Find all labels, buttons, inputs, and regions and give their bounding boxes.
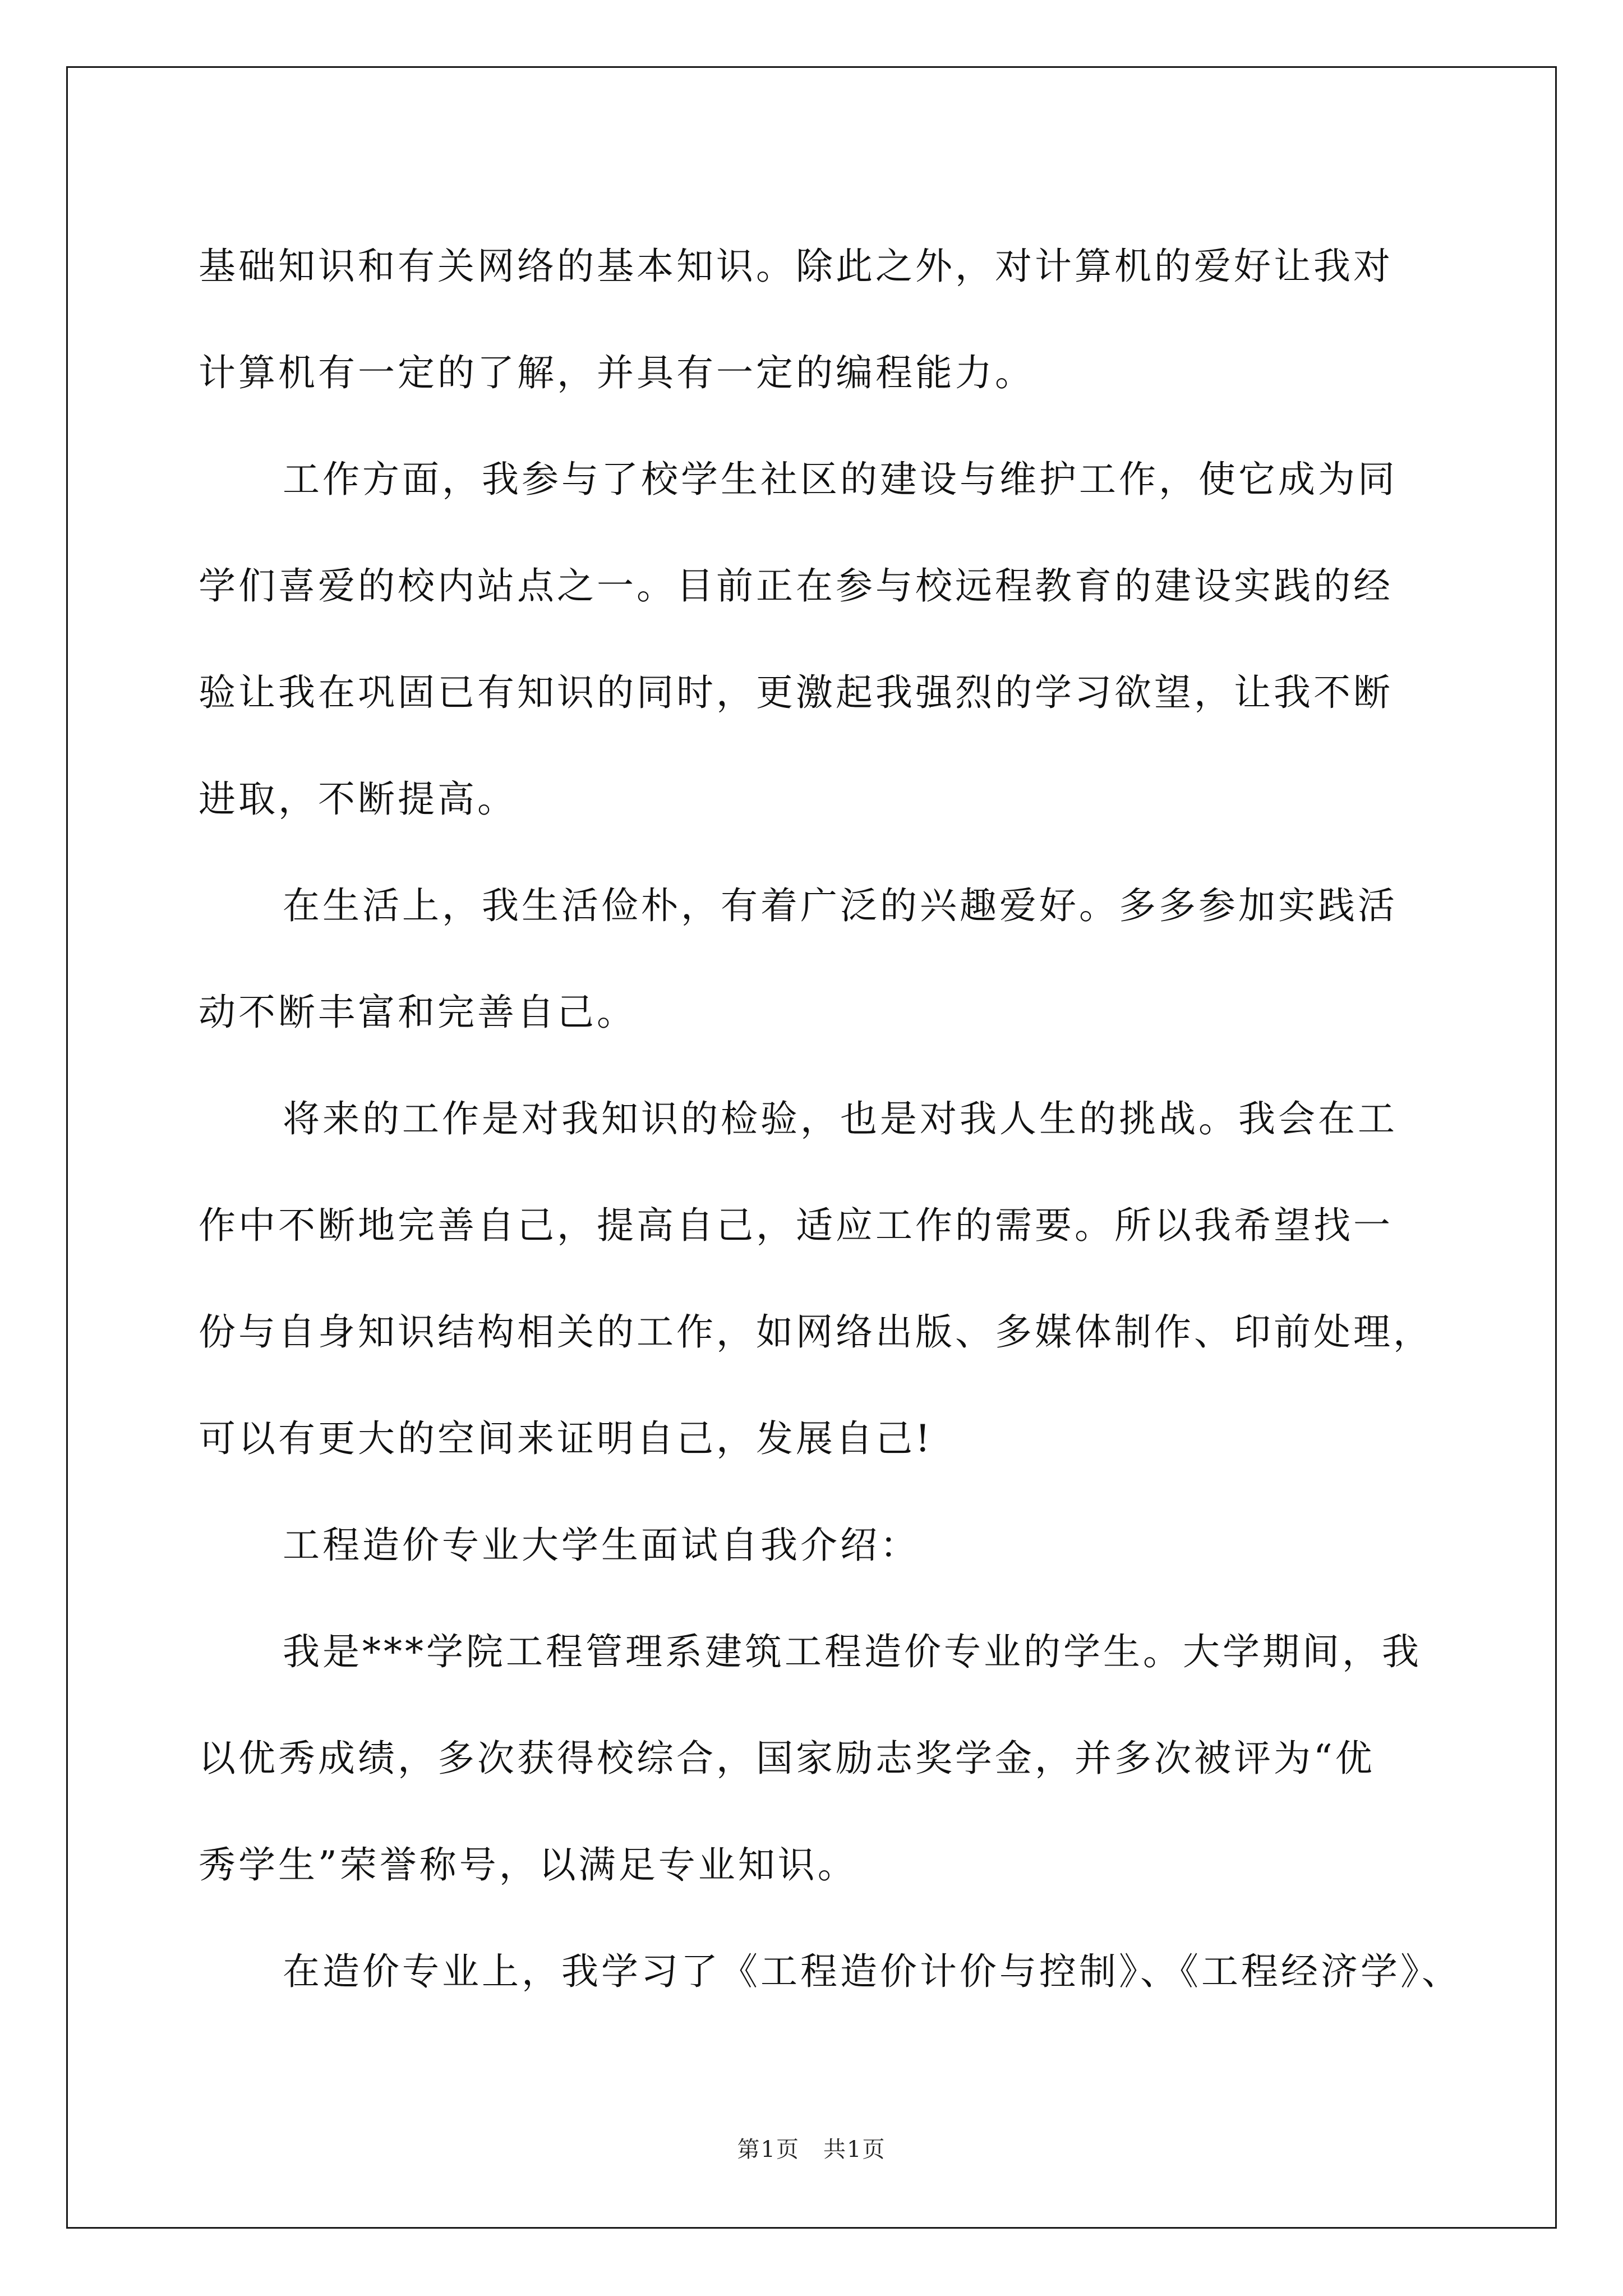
text-line: 计算机有一定的了解，并具有一定的编程能力。 [199, 351, 1035, 394]
text-line: 工程造价专业大学生面试自我介绍： [283, 1524, 920, 1567]
text-line: 在造价专业上，我学习了《工程造价计价与控制》、《工程经济学》、 [283, 1950, 1461, 1993]
text-line: 我是***学院工程管理系建筑工程造价专业的学生。大学期间，我 [283, 1630, 1422, 1673]
page-number-footer: 第1页 共1页 [737, 2137, 886, 2162]
text-line: 在生活上，我生活俭朴，有着广泛的兴趣爱好。多多参加实践活 [283, 884, 1398, 927]
text-line: 将来的工作是对我知识的检验，也是对我人生的挑战。我会在工 [283, 1097, 1398, 1140]
text-line: 工作方面，我参与了校学生社区的建设与维护工作，使它成为同 [283, 458, 1398, 501]
text-line: 验让我在巩固已有知识的同时，更激起我强烈的学习欲望，让我不断 [199, 671, 1393, 714]
text-line: 以优秀成绩，多次获得校综合，国家励志奖学金，并多次被评为“优 [199, 1737, 1375, 1780]
text-line: 秀学生”荣誉称号，以满足专业知识。 [199, 1843, 857, 1887]
document-body [199, 213, 1488, 2025]
text-line: 学们喜爱的校内站点之一。目前正在参与校远程教育的建设实践的经 [199, 564, 1393, 608]
text-line: 份与自身知识结构相关的工作，如网络出版、多媒体制作、印前处理， [199, 1310, 1433, 1354]
text-line: 动不断丰富和完善自己。 [199, 991, 637, 1034]
text-line: 进取，不断提高。 [199, 777, 517, 821]
text-line: 基础知识和有关网络的基本知识。除此之外，对计算机的爱好让我对 [199, 245, 1393, 288]
text-line: 可以有更大的空间来证明自己，发展自己! [199, 1417, 933, 1460]
text-line: 作中不断地完善自己，提高自己，适应工作的需要。所以我希望找一 [199, 1204, 1393, 1247]
